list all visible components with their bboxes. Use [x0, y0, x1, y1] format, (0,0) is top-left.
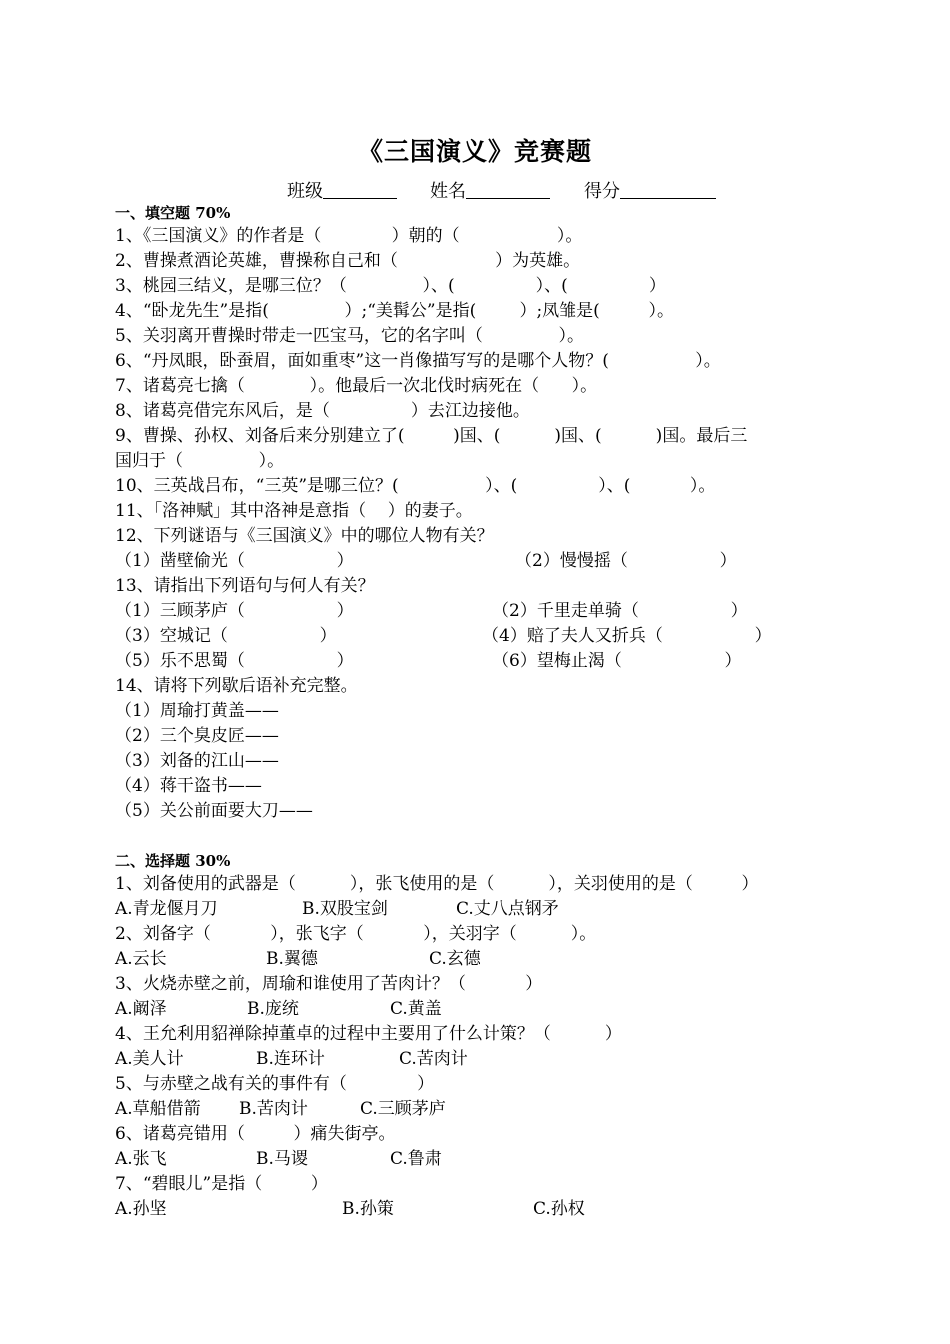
name-label: 姓名 — [430, 181, 466, 202]
choice-option: C.玄德 — [429, 949, 481, 969]
question-line: 14、请将下列歇后语补充完整。 — [115, 676, 358, 696]
choice-option: C.黄盖 — [390, 999, 442, 1019]
question-line: 国归于（ ）。 — [115, 451, 285, 471]
question-line: 5、关羽离开曹操时带走一匹宝马，它的名字叫（ ）。 — [115, 326, 584, 346]
sub-question: （4）赔了夫人又折兵（ ） — [482, 626, 772, 646]
name-field — [430, 177, 550, 203]
sub-question: （1）凿壁偷光（ ） — [115, 551, 354, 571]
sub-question: （2）慢慢摇（ ） — [515, 551, 737, 571]
question-line: 7、“碧眼儿”是指（ ） — [115, 1174, 328, 1194]
choice-option: B.马谡 — [256, 1149, 308, 1169]
choice-option: C.丈八点钢矛 — [456, 899, 559, 919]
sub-question: （3）刘备的江山—— — [115, 751, 279, 771]
sub-question: （6）望梅止渴（ ） — [492, 651, 742, 671]
question-line: 3、桃园三结义，是哪三位？（ ）、( ）、( ） — [115, 276, 666, 296]
question-line: 10、三英战吕布，“三英”是哪三位？( ）、( ）、( ）。 — [115, 476, 716, 496]
question-line: 1、《三国演义》的作者是（ ）朝的（ ）。 — [115, 226, 583, 246]
question-line: 6、“丹凤眼，卧蚕眉，面如重枣”这一肖像描写写的是哪个人物？( ）。 — [115, 351, 721, 371]
section-heading-fill-in: 一、填空题 70% — [115, 204, 231, 222]
name-blank[interactable] — [466, 180, 550, 199]
class-field — [287, 177, 397, 203]
score-label: 得分 — [584, 181, 620, 202]
question-line: 1、刘备使用的武器是（ ），张飞使用的是（ ），关羽使用的是（ ） — [115, 874, 759, 894]
score-field — [584, 177, 716, 203]
sub-question: （2）三个臭皮匠—— — [115, 726, 279, 746]
class-blank[interactable] — [323, 180, 397, 199]
sub-question: （4）蒋干盗书—— — [115, 776, 262, 796]
choice-option: C.孙权 — [533, 1199, 585, 1219]
sub-question: （1）三顾茅庐（ ） — [115, 601, 354, 621]
question-line: 6、诸葛亮错用（ ）痛失街亭。 — [115, 1124, 396, 1144]
sub-question: （3）空城记（ ） — [115, 626, 337, 646]
choice-option: C.三顾茅庐 — [360, 1099, 446, 1119]
score-blank[interactable] — [620, 180, 716, 199]
choice-option: C.苦肉计 — [399, 1049, 468, 1069]
question-line: 11、「洛神赋」其中洛神是意指（ ）的妻子。 — [115, 501, 473, 521]
choice-option: B.翼德 — [266, 949, 318, 969]
section-heading-multiple-choice: 二、选择题 30% — [115, 852, 231, 870]
choice-option: A.孙坚 — [115, 1199, 167, 1219]
choice-option: B.苦肉计 — [239, 1099, 308, 1119]
question-line: 12、下列谜语与《三国演义》中的哪位人物有关？ — [115, 526, 494, 546]
class-label: 班级 — [287, 181, 323, 202]
sub-question: （1）周瑜打黄盖—— — [115, 701, 279, 721]
question-line: 4、“卧龙先生”是指( ）;“美髯公”是指( ）;凤雏是( ）。 — [115, 301, 674, 321]
sub-question: （5）关公前面要大刀—— — [115, 801, 313, 821]
question-line: 2、曹操煮酒论英雄，曹操称自己和（ ）为英雄。 — [115, 251, 581, 271]
sub-question: （2）千里走单骑（ ） — [492, 601, 748, 621]
choice-option: A.阚泽 — [115, 999, 167, 1019]
choice-option: B.双股宝剑 — [302, 899, 388, 919]
choice-option: A.云长 — [115, 949, 167, 969]
question-line: 8、诸葛亮借完东风后，是（ ）去江边接他。 — [115, 401, 530, 421]
question-line: 13、请指出下列语句与何人有关？ — [115, 576, 375, 596]
question-line: 9、曹操、孙权、刘备后来分别建立了( )国、( )国、( )国。最后三 — [115, 426, 748, 446]
choice-option: B.庞统 — [247, 999, 299, 1019]
sub-question: （5）乐不思蜀（ ） — [115, 651, 354, 671]
question-line: 7、诸葛亮七擒（ ）。他最后一次北伐时病死在（ ）。 — [115, 376, 598, 396]
choice-option: A.草船借箭 — [115, 1099, 201, 1119]
question-line: 3、火烧赤壁之前，周瑜和谁使用了苦肉计？（ ） — [115, 974, 543, 994]
choice-option: A.张飞 — [115, 1149, 167, 1169]
question-line: 4、王允利用貂禅除掉董卓的过程中主要用了什么计策？（ ） — [115, 1024, 622, 1044]
choice-option: B.连环计 — [256, 1049, 325, 1069]
choice-option: A.青龙偃月刀 — [115, 899, 218, 919]
page-title: 《三国演义》竞赛题 — [357, 137, 592, 166]
question-line: 2、刘备字（ ），张飞字（ ），关羽字（ ）。 — [115, 924, 597, 944]
choice-option: C.鲁肃 — [390, 1149, 442, 1169]
choice-option: A.美人计 — [115, 1049, 184, 1069]
choice-option: B.孙策 — [342, 1199, 394, 1219]
question-line: 5、与赤壁之战有关的事件有（ ） — [115, 1074, 435, 1094]
